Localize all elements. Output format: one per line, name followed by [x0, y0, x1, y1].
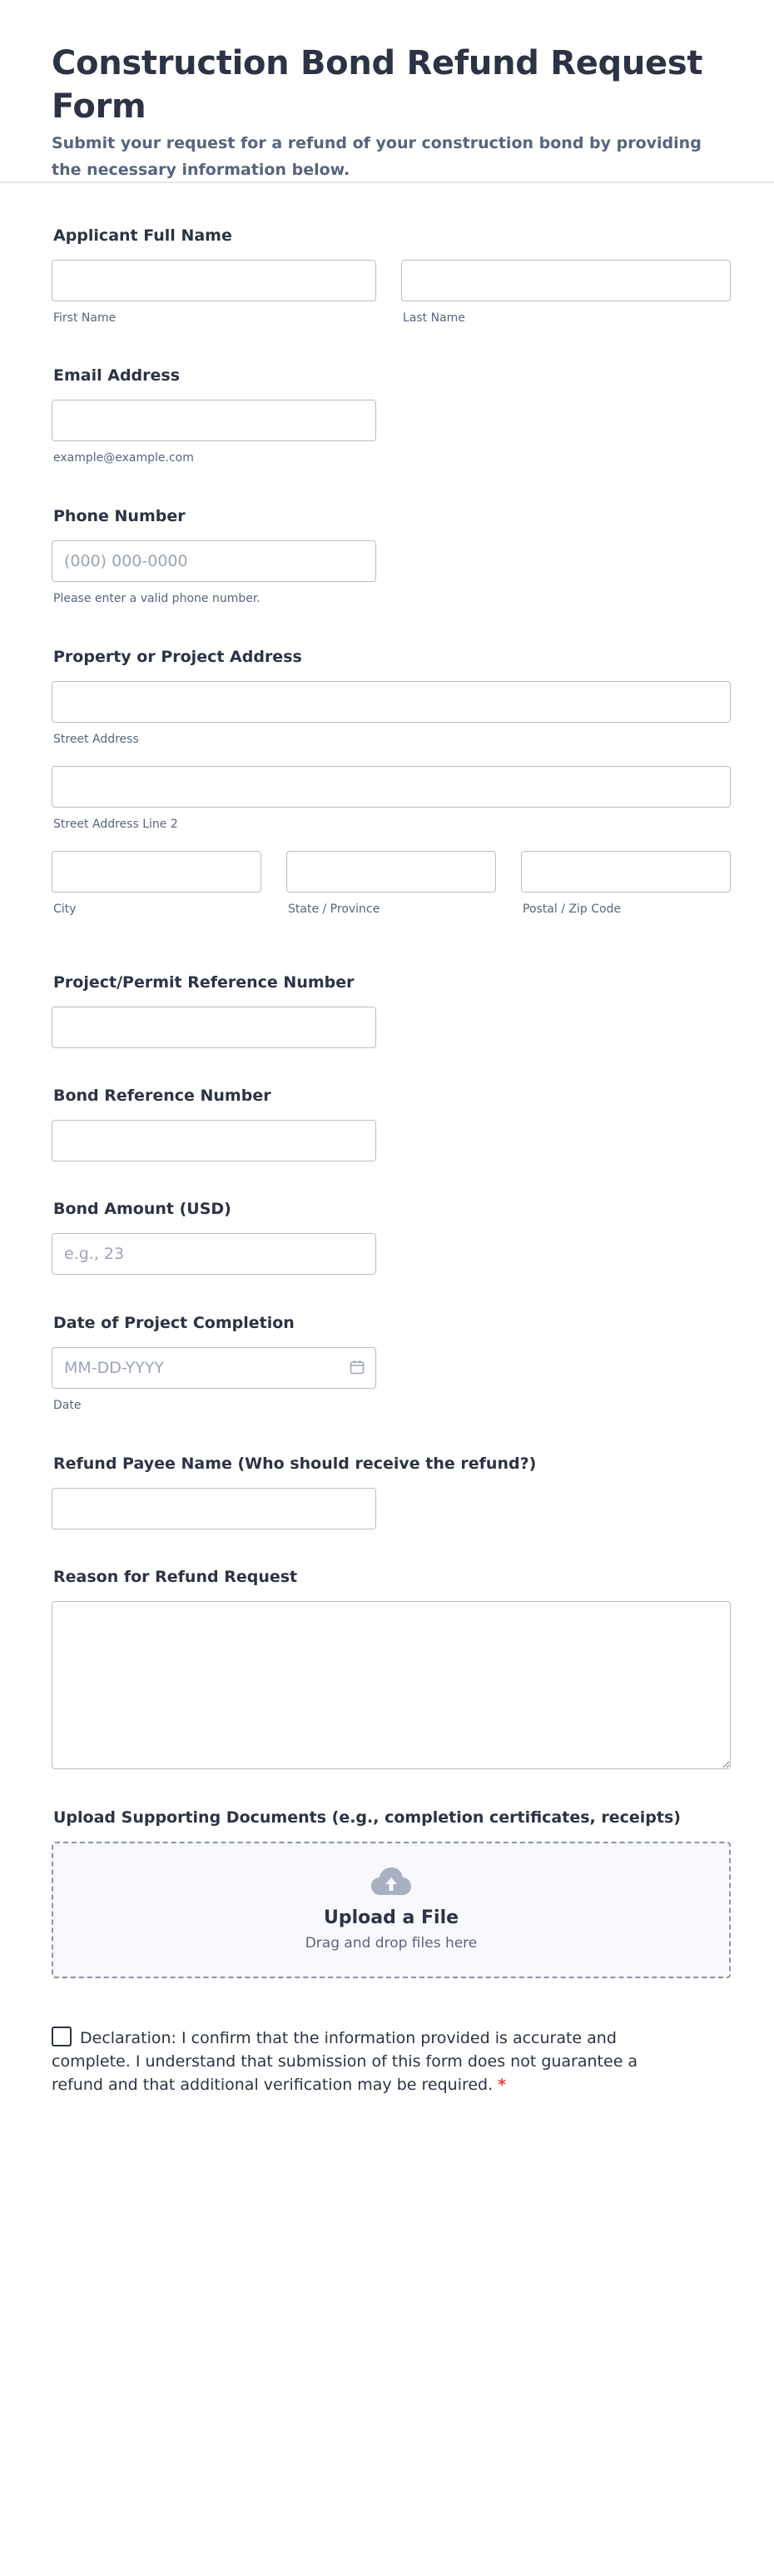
declaration-text: Declaration: I confirm that the information provided is accurate and complete. I understand that submission of this form does not guarantee a refund and that additional verification may be required.	[52, 2029, 638, 2094]
email-label: Email Address	[53, 366, 181, 385]
completion-date-sublabel: Date	[53, 1399, 82, 1412]
calendar-icon[interactable]	[350, 1360, 365, 1375]
permit-ref-field	[52, 972, 731, 1048]
reason-textarea[interactable]	[52, 1601, 731, 1769]
bond-ref-label: Bond Reference Number	[53, 1087, 271, 1105]
upload-title: Upload a File	[323, 1907, 459, 1928]
address-field	[52, 646, 731, 918]
header-divider	[0, 182, 774, 183]
zip-sublabel: Postal / Zip Code	[523, 903, 622, 916]
first-name-input[interactable]	[52, 260, 376, 301]
street-address-sublabel: Street Address	[53, 733, 139, 746]
address-label: Property or Project Address	[53, 648, 302, 666]
bond-ref-input[interactable]	[52, 1120, 376, 1161]
street-address-line2-sublabel: Street Address Line 2	[53, 818, 178, 831]
email-input[interactable]	[52, 400, 376, 441]
completion-date-input[interactable]	[52, 1347, 376, 1389]
upload-label: Upload Supporting Documents (e.g., completion certificates, receipts)	[53, 1808, 681, 1827]
required-marker: *	[498, 2076, 507, 2094]
state-input[interactable]	[286, 851, 496, 893]
declaration-checkbox[interactable]	[52, 2026, 72, 2046]
last-name-sublabel: Last Name	[403, 311, 465, 325]
payee-field	[52, 1453, 731, 1529]
zip-input[interactable]	[521, 851, 731, 893]
city-input[interactable]	[52, 851, 261, 893]
applicant-name-field	[52, 225, 731, 326]
bond-amount-input[interactable]	[52, 1233, 376, 1275]
street-address-line2-input[interactable]	[52, 766, 731, 808]
reason-label: Reason for Refund Request	[53, 1568, 298, 1586]
declaration-field	[52, 2026, 651, 2096]
form-title: Construction Bond Refund Request Form	[52, 44, 703, 126]
upload-hint: Drag and drop files here	[305, 1935, 478, 1952]
email-sublabel: example@example.com	[53, 451, 194, 465]
phone-field	[52, 505, 731, 607]
completion-date-field	[52, 1312, 731, 1414]
first-name-sublabel: First Name	[53, 311, 117, 325]
payee-input[interactable]	[52, 1488, 376, 1529]
upload-dropzone[interactable]	[52, 1842, 731, 1978]
reason-field	[52, 1566, 731, 1769]
phone-input[interactable]	[52, 540, 376, 582]
state-sublabel: State / Province	[288, 903, 380, 916]
form-header	[52, 42, 722, 183]
bond-amount-label: Bond Amount (USD)	[53, 1200, 231, 1218]
applicant-name-label: Applicant Full Name	[53, 226, 232, 245]
completion-date-label: Date of Project Completion	[53, 1314, 295, 1332]
date-input-wrapper	[52, 1347, 376, 1389]
city-sublabel: City	[53, 903, 77, 916]
email-field	[52, 365, 731, 466]
phone-label: Phone Number	[53, 507, 186, 525]
upload-field	[52, 1807, 731, 1978]
payee-label: Refund Payee Name (Who should receive the refund?)	[53, 1455, 537, 1473]
phone-sublabel: Please enter a valid phone number.	[53, 592, 260, 605]
bond-amount-field	[52, 1198, 731, 1275]
last-name-input[interactable]	[401, 260, 731, 301]
permit-ref-input[interactable]	[52, 1007, 376, 1048]
street-address-input[interactable]	[52, 681, 731, 723]
cloud-upload-icon	[370, 1867, 412, 1897]
permit-ref-label: Project/Permit Reference Number	[53, 973, 355, 992]
bond-ref-field	[52, 1085, 731, 1161]
form-subtitle: Submit your request for a refund of your construction bond by providing the necessary information below.	[52, 134, 702, 179]
